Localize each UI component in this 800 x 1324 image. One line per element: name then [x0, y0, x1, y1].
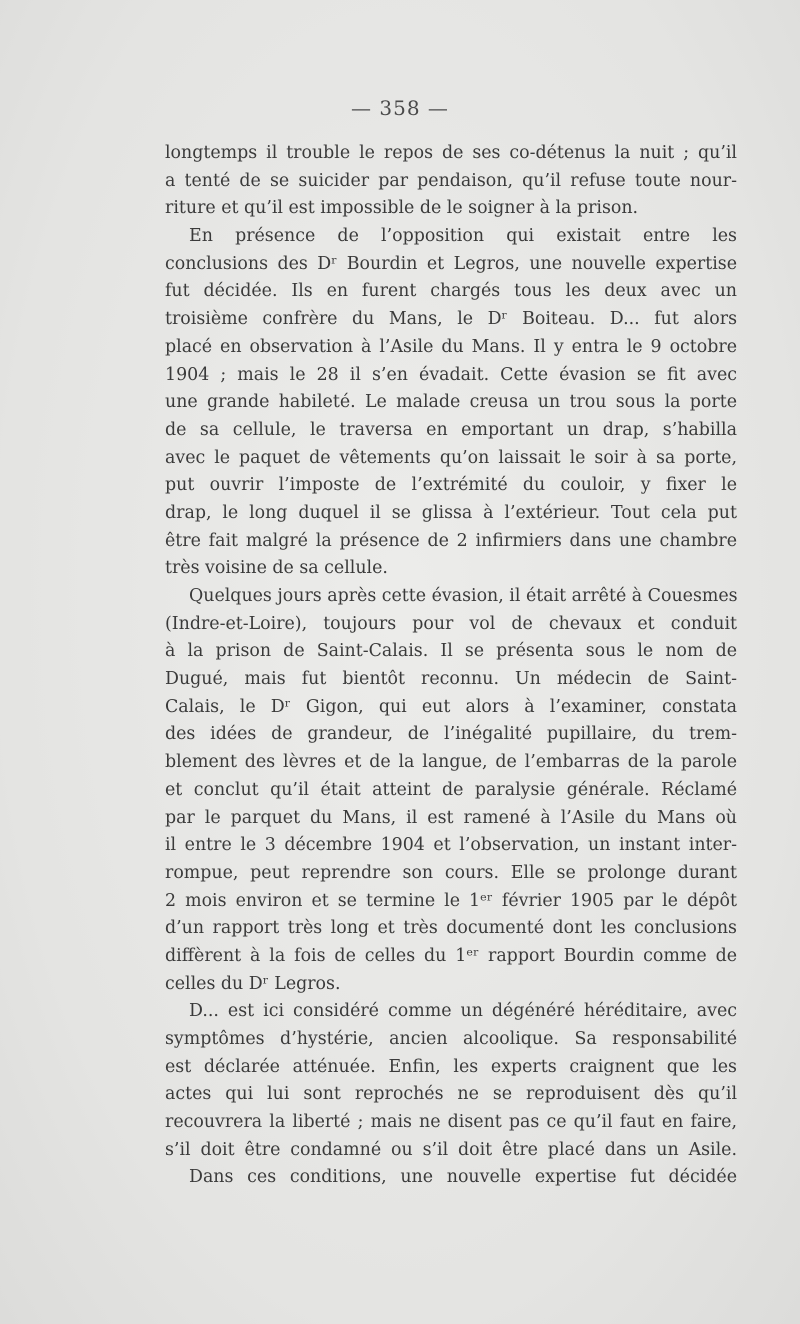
text-line: par le parquet du Mans, il est ramené à l’Asile du Mans où	[165, 807, 737, 828]
text-line: Dugué, mais fut bientôt reconnu. Un médecin de Saint-	[165, 669, 737, 690]
text-line: put ouvrir l’imposte de l’extrémité du couloir, y fixer le	[165, 475, 737, 496]
text-line: il entre le 3 décembre 1904 et l’observation, un instant inter-	[165, 835, 737, 856]
text-line: 1904 ; mais le 28 il s’en évadait. Cette évasion se fit avec	[165, 364, 737, 385]
text-line: blement des lèvres et de la langue, de l’embarras de la parole	[165, 752, 737, 773]
text-line: rompue, peut reprendre son cours. Elle se prolonge durant	[165, 862, 737, 883]
text-line: a tenté de se suicider par pendaison, qu’il refuse toute nour-	[165, 170, 737, 191]
text-line: être fait malgré la présence de 2 infirmiers dans une chambre	[165, 530, 737, 551]
text-line: conclusions des Dʳ Bourdin et Legros, une nouvelle expertise	[165, 253, 737, 274]
text-line: diffèrent à la fois de celles du 1ᵉʳ rapport Bourdin comme de	[165, 945, 737, 966]
text-line: D... est ici considéré comme un dégénéré héréditaire, avec	[189, 1001, 737, 1022]
text-line: à la prison de Saint-Calais. Il se présenta sous le nom de	[165, 641, 737, 662]
text-line: de sa cellule, le traversa en emportant un drap, s’habilla	[165, 419, 737, 440]
text-line: est déclarée atténuée. Enfin, les experts craignent que les	[165, 1056, 737, 1077]
text-line: une grande habileté. Le malade creusa un trou sous la porte	[165, 392, 737, 413]
text-line: 2 mois environ et se termine le 1ᵉʳ février 1905 par le dépôt	[165, 890, 737, 911]
text-line: s’il doit être condamné ou s’il doit être placé dans un Asile.	[165, 1139, 737, 1160]
text-line: d’un rapport très long et très documenté dont les conclusions	[165, 918, 737, 939]
text-line: drap, le long duquel il se glissa à l’extérieur. Tout cela put	[165, 502, 737, 523]
text-line: actes qui lui sont reprochés ne se reproduisent dès qu’il	[165, 1084, 737, 1105]
text-line: placé en observation à l’Asile du Mans. Il y entra le 9 octobre	[165, 336, 737, 357]
body-text	[165, 140, 737, 1192]
text-line: très voisine de sa cellule.	[165, 558, 388, 579]
text-line: longtemps il trouble le repos de ses co-détenus la nuit ; qu’il	[165, 143, 737, 163]
text-line: riture et qu’il est impossible de le soigner à la prison.	[165, 198, 639, 219]
text-line: (Indre-et-Loire), toujours pour vol de chevaux et conduit	[165, 613, 737, 634]
text-line: Calais, le Dʳ Gigon, qui eut alors à l’examiner, constata	[165, 696, 737, 717]
text-line: celles du Dʳ Legros.	[165, 973, 341, 994]
text-line: fut décidée. Ils en furent chargés tous les deux avec un	[165, 281, 737, 302]
text-line: avec le paquet de vêtements qu’on laissait le soir à sa porte,	[165, 447, 737, 468]
text-line: symptômes d’hystérie, ancien alcoolique. Sa responsabilité	[165, 1029, 737, 1049]
page-number: — 358 —	[351, 96, 449, 120]
text-line: et conclut qu’il était atteint de paralysie générale. Réclamé	[165, 779, 737, 800]
text-line: Dans ces conditions, une nouvelle expertise fut décidée	[189, 1167, 737, 1188]
text-line: troisième confrère du Mans, le Dʳ Boiteau. D... fut alors	[165, 309, 737, 330]
text-line: En présence de l’opposition qui existait entre les	[189, 226, 737, 247]
text-line: Quelques jours après cette évasion, il était arrêté à Couesmes	[189, 586, 738, 606]
text-line: recouvrera la liberté ; mais ne disent pas ce qu’il faut en faire,	[165, 1112, 737, 1133]
text-line: des idées de grandeur, de l’inégalité pupillaire, du trem-	[165, 724, 737, 745]
